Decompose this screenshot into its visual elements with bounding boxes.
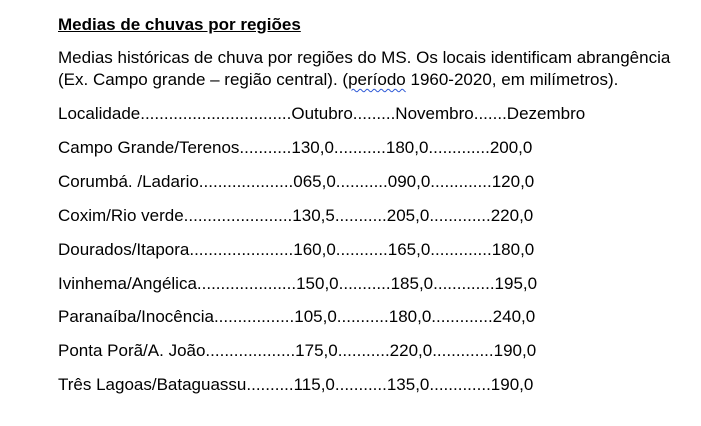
table-header-row: Localidade................................Outubro.........Novembro.......Dezembro bbox=[58, 104, 586, 123]
table-row: Ponta Porã/A. João...................175,0...........220,0.............190,0 bbox=[58, 341, 537, 360]
table-row: Três Lagoas/Bataguassu..........115,0...........135,0.............190,0 bbox=[58, 375, 534, 394]
table-row: Ivinhema/Angélica.....................150,0...........185,0.............195,0 bbox=[58, 274, 538, 293]
intro-line-1: Medias históricas de chuva por regiões do MS. Os locais identificam abrangência bbox=[58, 48, 671, 67]
document-title: Medias de chuvas por regiões bbox=[58, 15, 301, 34]
table-row: Campo Grande/Terenos...........130,0...........180,0.............200,0 bbox=[58, 138, 533, 157]
table-row: Paranaíba/Inocência.................105,0...........180,0.............240,0 bbox=[58, 307, 536, 326]
intro-line-2 bbox=[58, 69, 698, 91]
intro-paragraph bbox=[58, 47, 698, 91]
table-row: Coxim/Rio verde.......................130,5...........205,0.............220,0 bbox=[58, 206, 534, 225]
document-page bbox=[58, 14, 698, 394]
spellcheck-marked-word[interactable]: período bbox=[348, 70, 406, 89]
table-row: Corumbá. /Ladario....................065,0...........090,0.............120,0 bbox=[58, 172, 535, 191]
intro-line-2-end: 1960-2020, em milímetros). bbox=[405, 70, 619, 89]
intro-line-2-start: (Ex. Campo grande – região central). ( bbox=[58, 70, 349, 89]
table-row: Dourados/Itapora......................160,0...........165,0.............180,0 bbox=[58, 240, 535, 259]
